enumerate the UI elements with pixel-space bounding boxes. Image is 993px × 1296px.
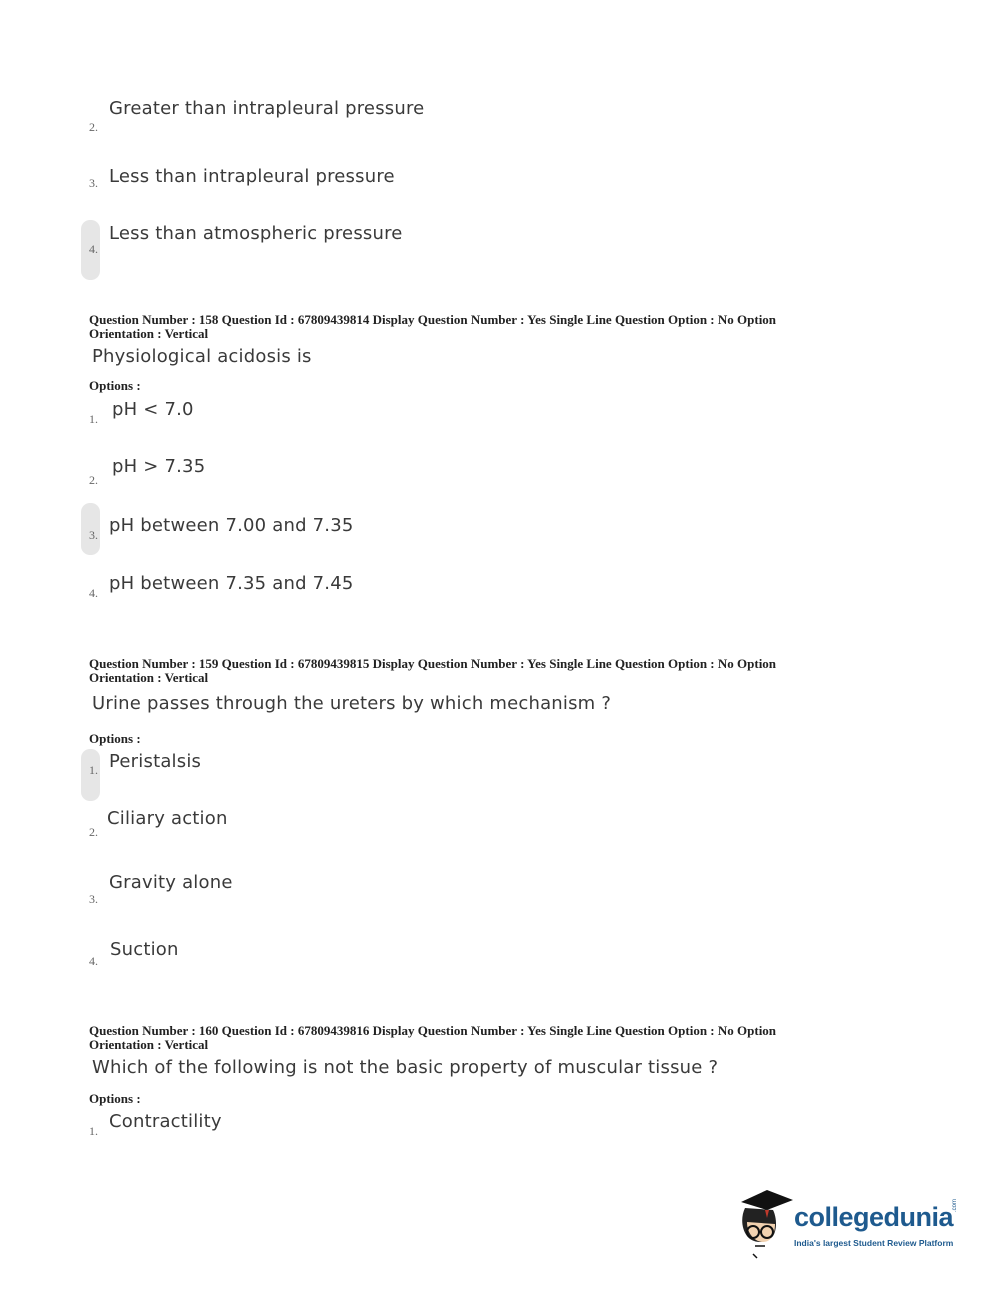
logo-wordmark: collegedunia: [794, 1202, 954, 1232]
meta-line: Orientation : Vertical: [89, 1037, 209, 1052]
meta-line: Orientation : Vertical: [89, 326, 209, 341]
question-meta: [89, 313, 879, 341]
option-text: pH between 7.00 and 7.35: [109, 515, 354, 536]
collegedunia-logo: [733, 1188, 963, 1260]
option-text: Less than atmospheric pressure: [109, 223, 403, 244]
option-number: 2.: [89, 825, 98, 839]
option-text: Gravity alone: [109, 872, 233, 893]
option-number: 3.: [89, 176, 98, 190]
options-label: Options :: [89, 731, 141, 746]
option-number: 4.: [89, 242, 98, 256]
option-text: Less than intrapleural pressure: [109, 166, 395, 187]
question-meta: [89, 657, 879, 685]
option-number: 1.: [89, 412, 98, 426]
question-meta: [89, 1024, 879, 1052]
option-text: pH < 7.0: [112, 399, 194, 420]
option-text: Ciliary action: [107, 808, 228, 829]
option-number: 4.: [89, 954, 98, 968]
option-number: 3.: [89, 892, 98, 906]
options-label: Options :: [89, 378, 141, 393]
question-text: Physiological acidosis is: [92, 346, 312, 367]
logo-tagline: India's largest Student Review Platform: [794, 1238, 954, 1248]
meta-line: Question Number : 158 Question Id : 67809439814 Display Question Number : Yes Single Line Question Option : No Option: [89, 312, 777, 327]
question-text: Which of the following is not the basic property of muscular tissue ?: [92, 1057, 719, 1078]
option-number: 2.: [89, 473, 98, 487]
meta-line: Orientation : Vertical: [89, 670, 209, 685]
student-mascot-icon: [733, 1188, 795, 1260]
option-text: pH > 7.35: [112, 456, 206, 477]
option-text: Greater than intrapleural pressure: [109, 98, 425, 119]
options-label: Options :: [89, 1091, 141, 1106]
option-number: 3.: [89, 528, 98, 542]
option-text: Suction: [110, 939, 179, 960]
option-number: 1.: [89, 1124, 98, 1138]
option-number: 4.: [89, 586, 98, 600]
option-number: 1.: [89, 763, 98, 777]
question-text: Urine passes through the ureters by which mechanism ?: [92, 693, 612, 714]
option-text: Contractility: [109, 1111, 222, 1132]
meta-line: Question Number : 159 Question Id : 67809439815 Display Question Number : Yes Single Line Question Option : No Option: [89, 656, 777, 671]
logo-suffix: .com: [952, 1198, 958, 1212]
option-number: 2.: [89, 120, 98, 134]
meta-line: Question Number : 160 Question Id : 67809439816 Display Question Number : Yes Single Line Question Option : No Option: [89, 1023, 777, 1038]
option-text: Peristalsis: [109, 751, 202, 772]
option-text: pH between 7.35 and 7.45: [109, 573, 354, 594]
